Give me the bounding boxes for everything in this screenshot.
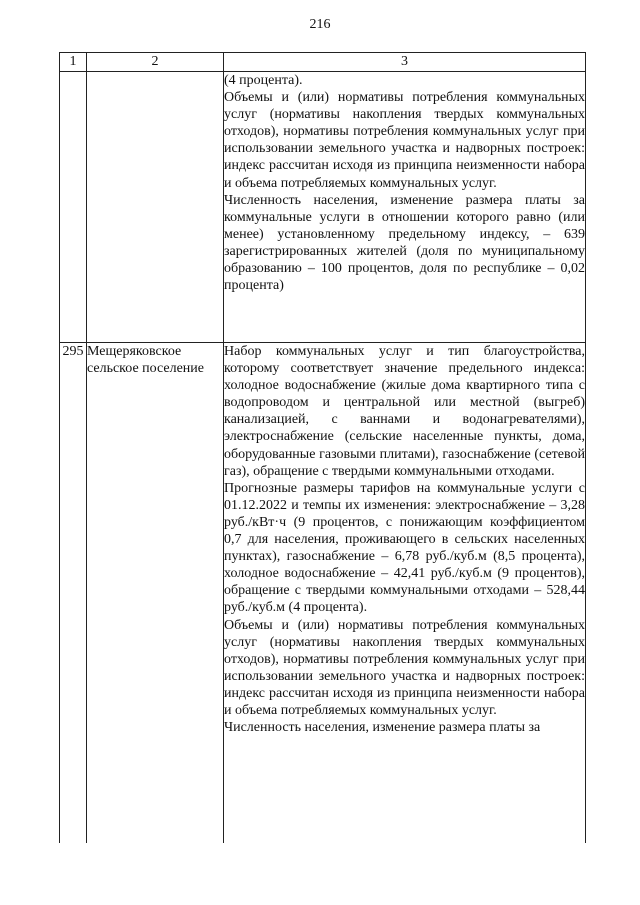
- municipality-name: Мещеряковское сельское поселение: [87, 343, 224, 844]
- municipality-name: [87, 72, 224, 343]
- description-paragraph: Объемы и (или) нормативы потребления коммунальных услуг (нормативы накопления твердых коммунальных отходов), нормативы потребления коммунальных услуг при использовании земельного участка и надворных построек: индекс рассчитан исходя из принципа неизменности набора и объема потребляемых коммунальных услуг.: [224, 90, 585, 191]
- description-paragraph: (4 процента).: [224, 73, 303, 88]
- row-number: [60, 72, 87, 343]
- table-row: [60, 72, 586, 343]
- description-paragraph: Объемы и (или) нормативы потребления коммунальных услуг (нормативы накопления твердых коммунальных отходов), нормативы потребления коммунальных услуг при использовании земельного участка и надворных построек: индекс рассчитан исходя из принципа неизменности набора и объема потребляемых коммунальных услуг.: [224, 617, 585, 718]
- header-col-3: 3: [224, 53, 586, 72]
- row-description: [224, 343, 586, 844]
- description-paragraph: Численность населения, изменение размера платы за: [224, 720, 541, 736]
- table-row: [60, 343, 586, 844]
- row-number: 295: [60, 343, 87, 844]
- description-paragraph: Набор коммунальных услуг и тип благоустройства, которому соответствует значение предельного индекса: холодное водоснабжение (жилые дома квартирного типа с водопроводом и центральной или местной (выгреб) канализацией, с ваннами и водонагревателями), электроснабжение (сельские населенные пункты, дома, оборудованные газовыми плитами), газоснабжение (сетевой газ), обращение с твердыми коммунальными отходами.: [224, 344, 585, 479]
- document-table: [59, 52, 586, 843]
- header-col-1: 1: [60, 53, 87, 72]
- row-description: [224, 72, 586, 343]
- header-col-2: 2: [87, 53, 224, 72]
- description-paragraph: Численность населения, изменение размера платы за коммунальные услуги в отношении которого равно (или менее) установленному предельному индексу, – 639 зарегистрированных жителей (доля по муниципальному образованию – 100 процентов, доля по республике – 0,02 процента): [224, 192, 585, 294]
- page-number: 216: [309, 17, 331, 32]
- description-paragraph: Прогнозные размеры тарифов на коммунальные услуги с 01.12.2022 и темпы их изменения: электроснабжение – 3,28 руб./кВт·ч (9 процентов, с понижающим коэффициентом 0,7 для населения, проживающего в сельских населенных пунктах), газоснабжение – 6,78 руб./куб.м (8,5 процента), холодное водоснабжение – 42,41 руб./куб.м (9 процентов), обращение с твердыми коммунальными отходами – 528,44 руб./куб.м (4 процента).: [224, 480, 585, 616]
- table-header-row: [60, 53, 586, 72]
